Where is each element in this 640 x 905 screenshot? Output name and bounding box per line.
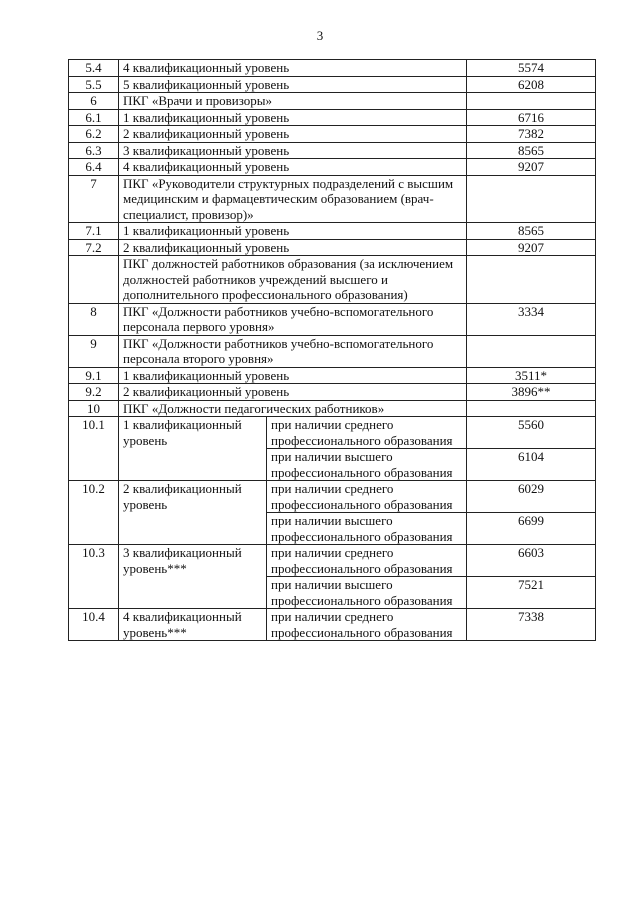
table-row (69, 400, 596, 417)
row-value: 9207 (467, 159, 596, 176)
row-value: 3896** (467, 384, 596, 401)
row-value: 7382 (467, 126, 596, 143)
row-name: 4 квалификационный уровень (119, 159, 467, 176)
row-value (467, 335, 596, 367)
row-value (467, 93, 596, 110)
education-condition: при наличии высшего профессионального образования (267, 513, 467, 545)
row-number: 7.1 (69, 223, 119, 240)
row-value: 6029 (467, 481, 596, 513)
qualification-level: 2 квалификационный уровень (119, 481, 267, 545)
row-number: 6.2 (69, 126, 119, 143)
row-value: 9207 (467, 239, 596, 256)
qualification-level: 1 квалификационный уровень (119, 417, 267, 481)
row-number: 9.1 (69, 367, 119, 384)
row-name: 5 квалификационный уровень (119, 76, 467, 93)
salary-table-body (69, 60, 596, 641)
row-value: 6603 (467, 545, 596, 577)
row-name: 1 квалификационный уровень (119, 223, 467, 240)
table-row (69, 417, 596, 449)
qualification-level: 3 квалификационный уровень*** (119, 545, 267, 609)
table-row (69, 367, 596, 384)
row-value (467, 256, 596, 304)
row-number: 7.2 (69, 239, 119, 256)
row-number: 6 (69, 93, 119, 110)
row-name: 2 квалификационный уровень (119, 126, 467, 143)
row-number: 5.4 (69, 60, 119, 77)
row-number: 10.2 (69, 481, 119, 545)
salary-table (68, 59, 596, 641)
page-number: 3 (316, 28, 324, 43)
education-condition: при наличии среднего профессионального образования (267, 417, 467, 449)
row-number: 10 (69, 400, 119, 417)
row-name: ПКГ «Должности педагогических работников» (119, 400, 467, 417)
row-value: 7338 (467, 609, 596, 641)
row-number: 9 (69, 335, 119, 367)
row-number: 10.1 (69, 417, 119, 481)
table-row (69, 223, 596, 240)
row-number (69, 256, 119, 304)
education-condition: при наличии высшего профессионального образования (267, 577, 467, 609)
row-name: 1 квалификационный уровень (119, 109, 467, 126)
row-name: 2 квалификационный уровень (119, 384, 467, 401)
table-row (69, 335, 596, 367)
table-row (69, 60, 596, 77)
row-name: 4 квалификационный уровень (119, 60, 467, 77)
row-value: 7521 (467, 577, 596, 609)
row-value: 5574 (467, 60, 596, 77)
row-value (467, 400, 596, 417)
row-value: 3334 (467, 303, 596, 335)
qualification-level: 4 квалификационный уровень*** (119, 609, 267, 641)
table-row (69, 175, 596, 223)
table-row (69, 93, 596, 110)
row-value: 5560 (467, 417, 596, 449)
table-row (69, 159, 596, 176)
row-name: ПКГ «Должности работников учебно-вспомогательного персонала второго уровня» (119, 335, 467, 367)
table-row (69, 384, 596, 401)
table-row (69, 239, 596, 256)
table-row (69, 303, 596, 335)
row-number: 6.4 (69, 159, 119, 176)
table-row (69, 142, 596, 159)
table-row (69, 609, 596, 641)
row-name: 2 квалификационный уровень (119, 239, 467, 256)
row-number: 5.5 (69, 76, 119, 93)
row-number: 8 (69, 303, 119, 335)
table-row (69, 126, 596, 143)
row-number: 6.3 (69, 142, 119, 159)
row-value: 6716 (467, 109, 596, 126)
table-row (69, 545, 596, 577)
row-name: ПКГ «Врачи и провизоры» (119, 93, 467, 110)
row-number: 10.3 (69, 545, 119, 609)
table-row (69, 109, 596, 126)
table-row (69, 256, 596, 304)
row-number: 7 (69, 175, 119, 223)
row-value: 3511* (467, 367, 596, 384)
table-row (69, 76, 596, 93)
row-value: 6104 (467, 449, 596, 481)
row-number: 6.1 (69, 109, 119, 126)
row-number: 9.2 (69, 384, 119, 401)
row-value: 8565 (467, 142, 596, 159)
education-condition: при наличии среднего профессионального образования (267, 545, 467, 577)
row-number: 10.4 (69, 609, 119, 641)
row-value (467, 175, 596, 223)
education-condition: при наличии высшего профессионального образования (267, 449, 467, 481)
row-name: ПКГ «Должности работников учебно-вспомогательного персонала первого уровня» (119, 303, 467, 335)
row-name: ПКГ «Руководители структурных подразделений с высшим медицинским и фармацевтическим образованием (врач-специалист, провизор)» (119, 175, 467, 223)
row-name: 3 квалификационный уровень (119, 142, 467, 159)
row-value: 8565 (467, 223, 596, 240)
row-name: ПКГ должностей работников образования (за исключением должностей работников учреждений высшего и дополнительного профессионального образования) (119, 256, 467, 304)
education-condition: при наличии среднего профессионального образования (267, 609, 467, 641)
row-name: 1 квалификационный уровень (119, 367, 467, 384)
row-value: 6208 (467, 76, 596, 93)
row-value: 6699 (467, 513, 596, 545)
education-condition: при наличии среднего профессионального образования (267, 481, 467, 513)
table-row (69, 481, 596, 513)
